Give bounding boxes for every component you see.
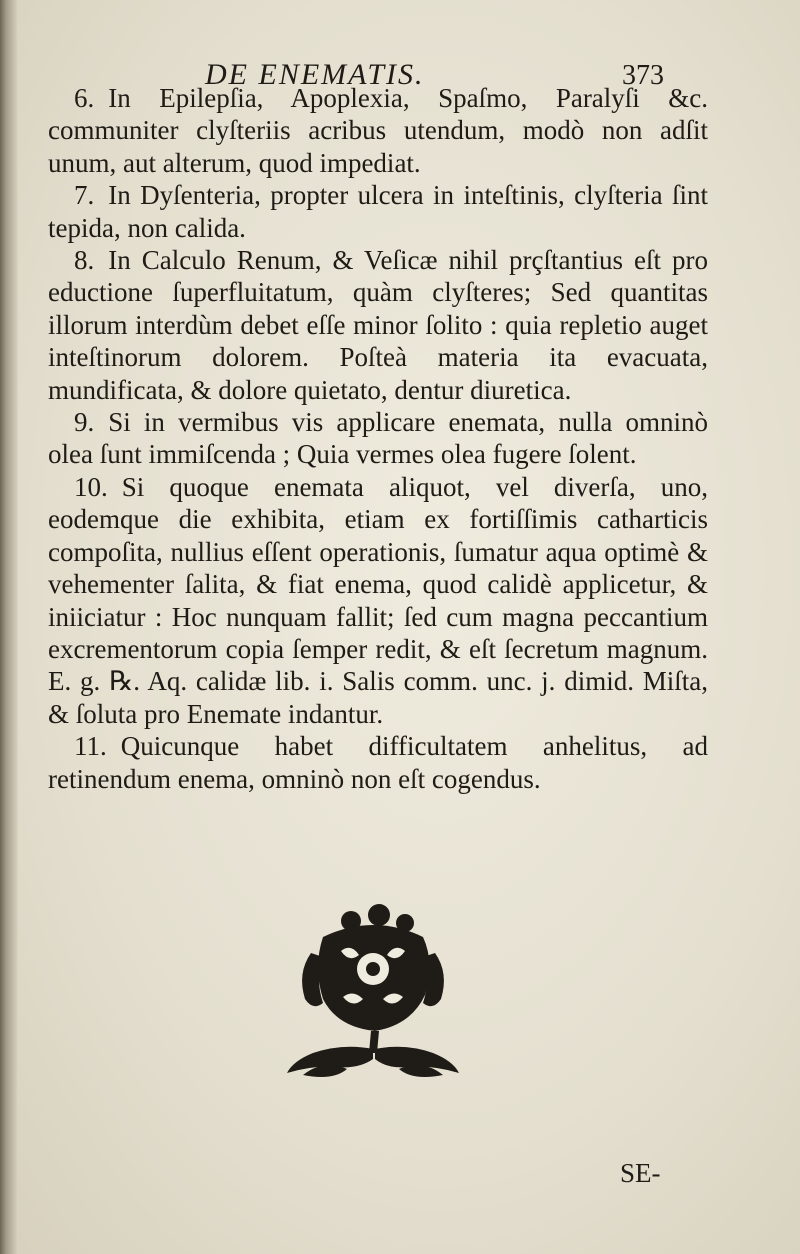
binding-edge	[0, 0, 18, 1254]
paragraph-number: 11.	[74, 731, 107, 762]
running-head: DE ENEMATIS.	[205, 58, 425, 91]
paragraph-number: 9.	[74, 407, 95, 438]
paragraph-text: In Dyſenteria, propter ulcera in inteſtinis, clyſteria ſint tepida, non calida.	[48, 180, 708, 243]
paragraph-8	[48, 244, 708, 406]
paragraph-text: Si in vermibus vis applicare enemata, nulla omninò olea ſunt immiſcenda ; Quia vermes olea fugere ſolent.	[48, 407, 708, 470]
paragraph-text: In Epilepſia, Apoplexia, Spaſmo, Paralyſi &c. communiter clyſteriis acribus utendum, modò non adſit unum, aut alterum, quod impediat.	[48, 83, 708, 178]
paragraph-number: 10.	[74, 471, 108, 502]
paragraph-7	[48, 179, 708, 244]
catchword: SE-	[620, 1158, 661, 1188]
paragraph-6	[48, 82, 708, 179]
paragraph-11	[48, 730, 708, 795]
text-block	[48, 82, 708, 795]
paragraph-text: Quicunque habet difficultatem anhelitus, ad retinendum enema, omninò non eſt cogendus.	[48, 731, 708, 794]
paragraph-number: 6.	[74, 83, 95, 113]
paragraph-9	[48, 406, 708, 471]
paragraph-number: 7.	[74, 180, 95, 211]
floral-tailpiece-ornament	[283, 903, 463, 1083]
page-number: 373	[622, 60, 664, 91]
paragraph-number: 8.	[74, 245, 95, 276]
paragraph-text: In Calculo Renum, & Veſicæ nihil prçſtantius eſt pro eductione ſuperfluitatum, quàm clyſteres; Sed quantitas illorum interdùm debet eſſe minor ſolito : quia repletio auget inteſtinorum dolorem. Poſteà materia ita evacuata, mundificata, & dolore quietato, dentur diuretica.	[48, 245, 708, 405]
paragraph-text: Si quoque enemata aliquot, vel diverſa, uno, eodemque die exhibita, etiam ex fortiſſimis catharticis compoſita, nullius eſſent operationis, ſumatur aqua optimè & vehementer ſalita, & fiat enema, quod calidè applicetur, & iniiciatur : Hoc nunquam fallit; ſed cum magna peccantium excrementorum copia ſemper redit, & eſt ſecretum magnum. E. g. ℞. Aq. calidæ lib. i. Salis comm. unc. j. dimid. Miſta, & ſoluta pro Enemate indantur.	[48, 471, 708, 729]
paragraph-10	[48, 471, 708, 730]
